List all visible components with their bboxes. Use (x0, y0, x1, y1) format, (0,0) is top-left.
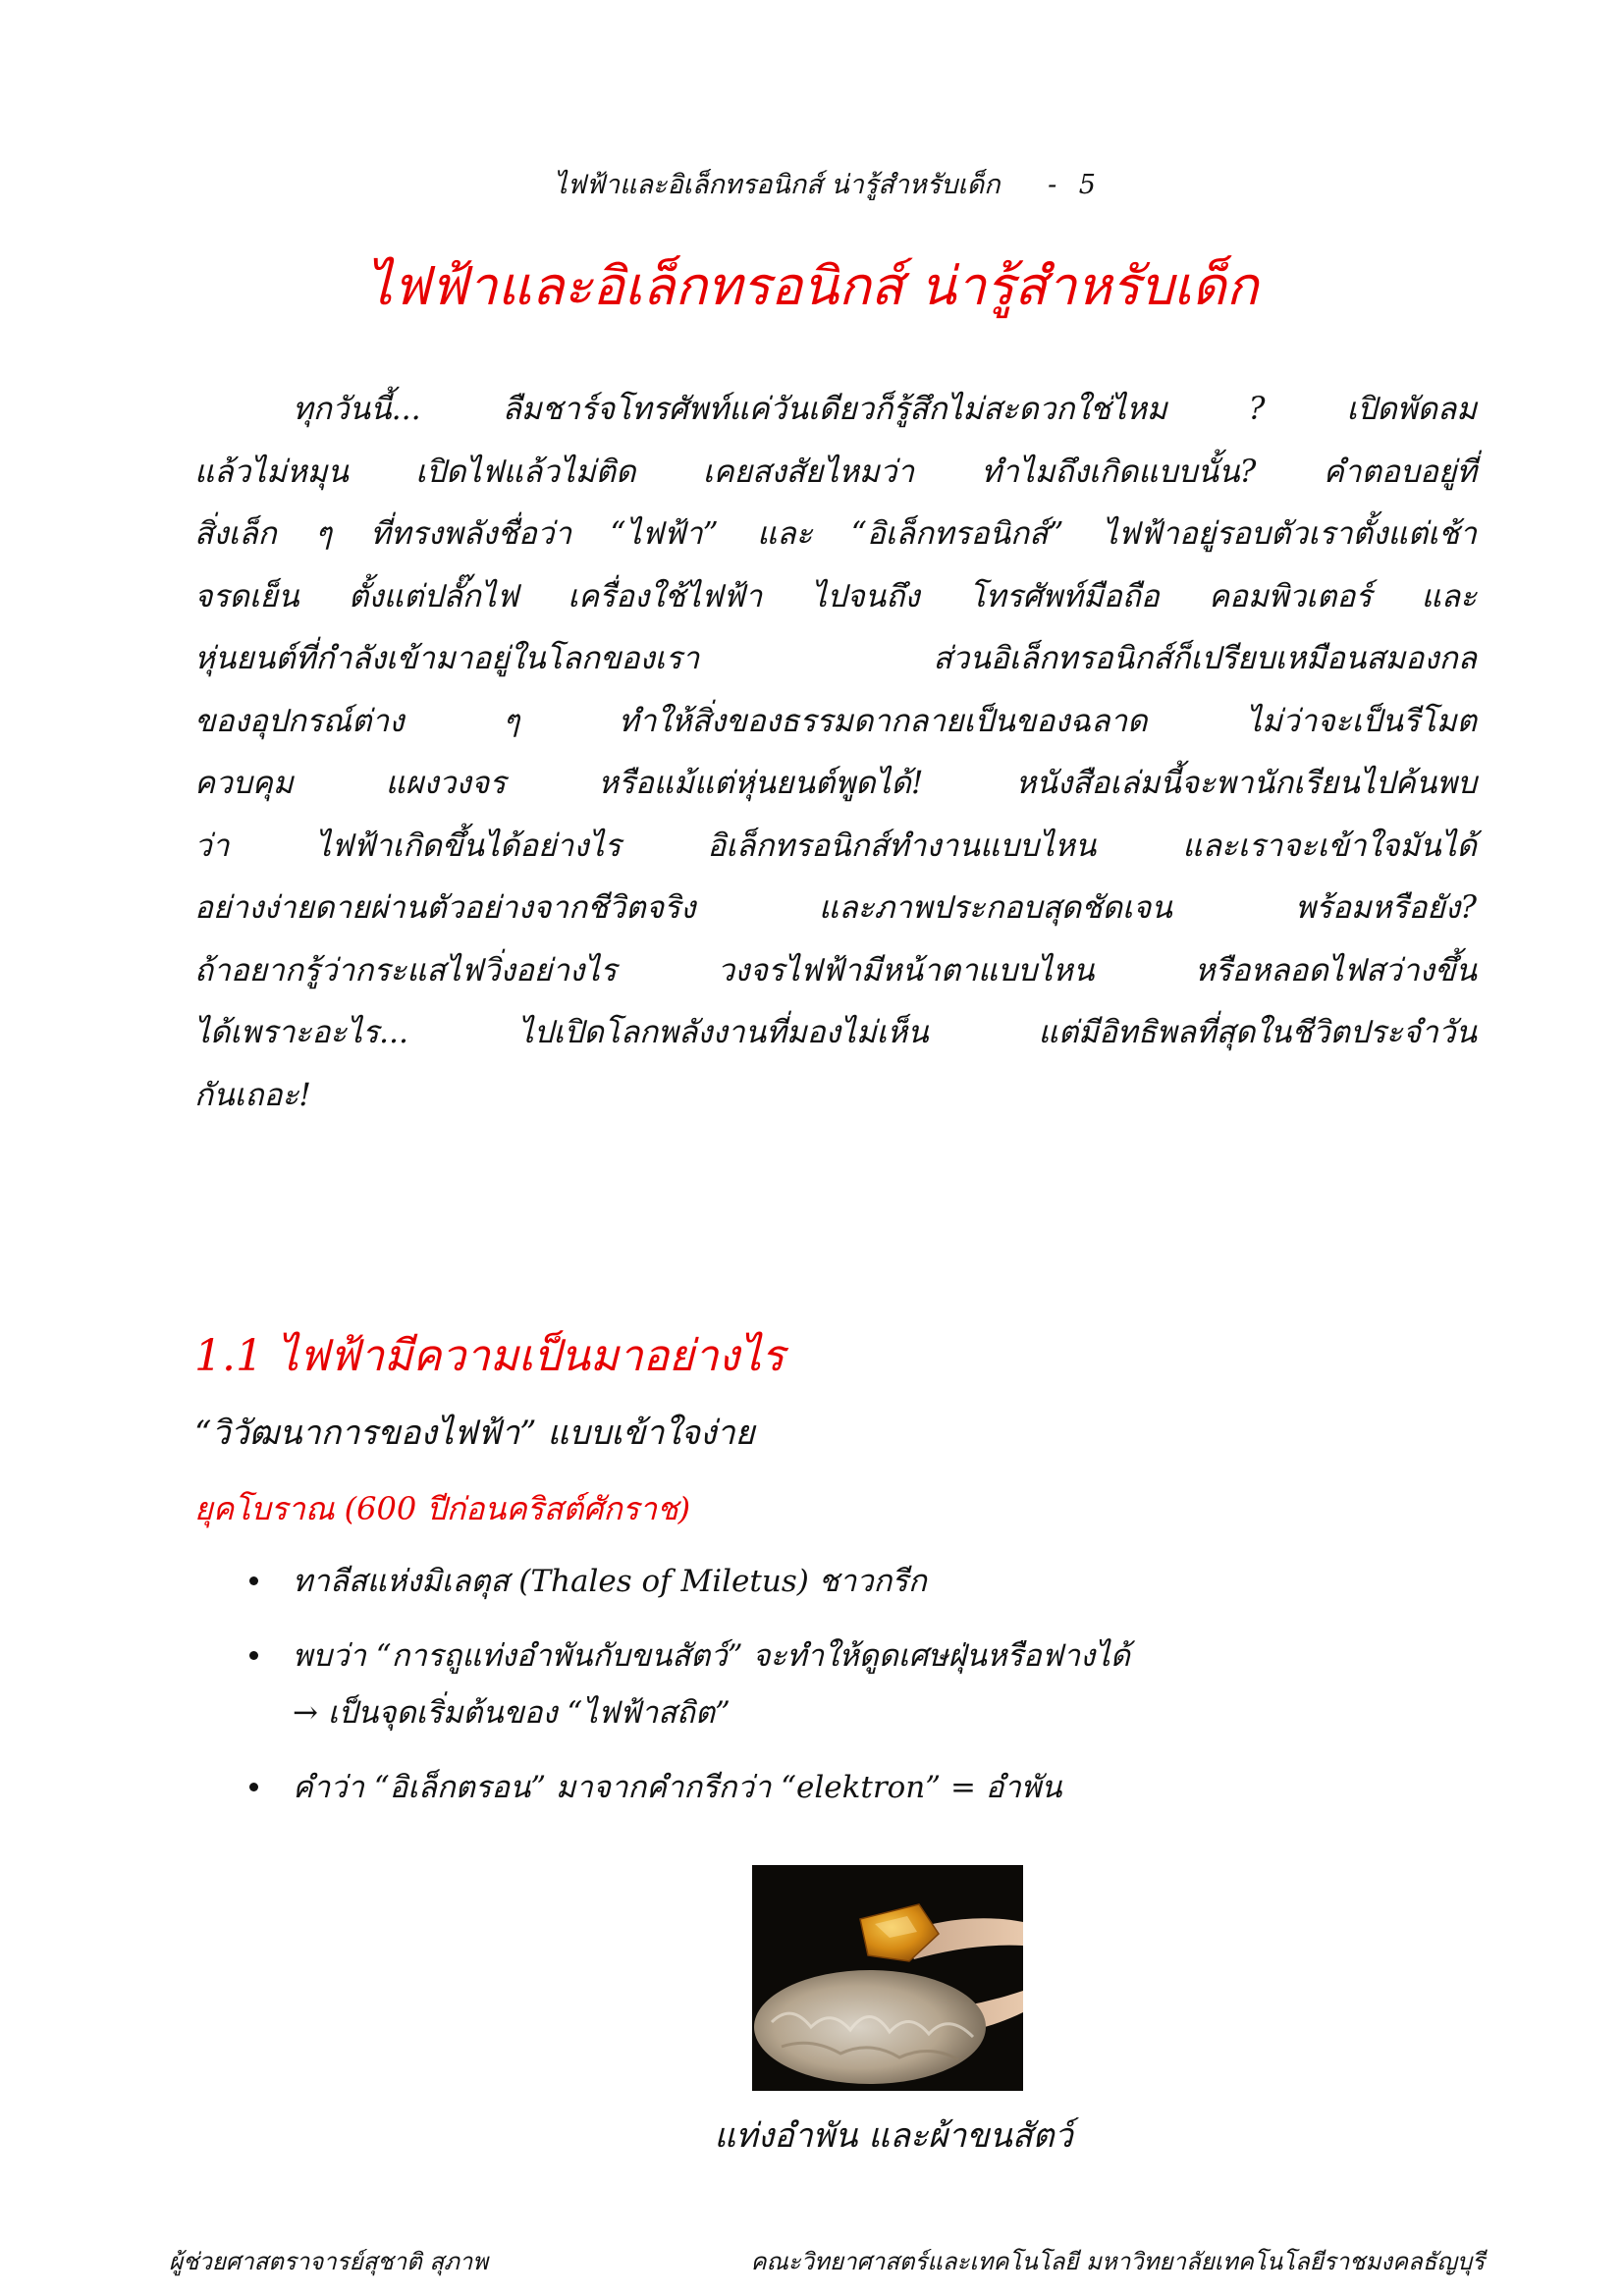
page-number: 5 (1078, 170, 1096, 200)
list-item-text: คำว่า “อิเล็กตรอน” มาจากคำกรีกว่า “elektron” = อำพัน (293, 1770, 1062, 1805)
intro-line: กันเถอะ! (194, 1077, 311, 1113)
intro-line: แล้วไม่หมุน เปิดไฟแล้วไม่ติด เคยสงสัยไหมว่า ทำไมถึงเกิดแบบนั้น? คำตอบอยู่ที่ (194, 454, 1477, 490)
list-item (245, 1759, 1424, 1816)
footer-affiliation: คณะวิทยาศาสตร์และเทคโนโลยี มหาวิทยาลัยเทคโนโลยีราชมงคลธัญบุรี (750, 2248, 1485, 2275)
era-heading: ยุคโบราณ (600 ปีก่อนคริสต์ศักราช) (194, 1490, 691, 1527)
intro-line: ทุกวันนี้... ลืมชาร์จโทรศัพท์แค่วันเดียวก็รู้สึกไม่สะดวกใช่ไหม ? เปิดพัดลม (293, 392, 1477, 427)
intro-line: ควบคุม แผงวงจร หรือแม้แต่หุ่นยนต์พูดได้! หนังสือเล่มนี้จะพานักเรียนไปค้นพบ (194, 766, 1477, 801)
list-item-text: ทาลีสแห่งมิเลตุส (Thales of Miletus) ชาวกรีก (293, 1564, 927, 1599)
bullet-icon (249, 1783, 258, 1791)
list-item-text: พบว่า “การถูแท่งอำพันกับขนสัตว์” จะทำให้ดูดเศษฝุ่นหรือฟางได้ (293, 1638, 1130, 1674)
intro-paragraph (194, 379, 1477, 1127)
list-item-continuation: → เป็นจุดเริ่มต้นของ “ไฟฟ้าสถิต” (293, 1695, 731, 1731)
bullet-icon (249, 1651, 258, 1660)
amber-and-fur-photo (752, 1865, 1023, 2091)
page-title: ไฟฟ้าและอิเล็กทรอนิกส์ น่ารู้สำหรับเด็ก (365, 255, 1259, 317)
section-subheading: “วิวัฒนาการของไฟฟ้า” แบบเข้าใจง่าย (194, 1414, 755, 1453)
amber-fur-illustration (752, 1865, 1023, 2091)
list-item (245, 1553, 1424, 1610)
list-item (245, 1628, 1424, 1741)
running-header (550, 163, 1100, 205)
intro-line: อย่างง่ายดายผ่านตัวอย่างจากชีวิตจริง และภาพประกอบสุดชัดเจน พร้อมหรือยัง? (194, 890, 1477, 926)
intro-line: สิ่งเล็ก ๆ ที่ทรงพลังชื่อว่า “ไฟฟ้า” และ “อิเล็กทรอนิกส์” ไฟฟ้าอยู่รอบตัวเราตั้งแต่เช้า (194, 516, 1477, 552)
intro-line: ว่า ไฟฟ้าเกิดขึ้นได้อย่างไร อิเล็กทรอนิกส์ทำงานแบบไหน และเราจะเข้าใจมันได้ (194, 828, 1477, 864)
bullet-list (245, 1553, 1424, 1816)
footer-author: ผู้ช่วยศาสตราจารย์สุชาติ สุภาพ (169, 2248, 489, 2275)
intro-line: หุ่นยนต์ที่กำลังเข้ามาอยู่ในโลกของเรา ส่วนอิเล็กทรอนิกส์ก็เปรียบเหมือนสมองกล (194, 641, 1477, 676)
section-heading: 1.1 ไฟฟ้ามีความเป็นมาอย่างไร (194, 1331, 785, 1381)
running-header-separator: - (1048, 170, 1057, 200)
figure-caption: แท่งอำพัน และผ้าขนสัตว์ (714, 2116, 1073, 2156)
bullet-icon (249, 1576, 258, 1585)
running-header-title: ไฟฟ้าและอิเล็กทรอนิกส์ น่ารู้สำหรับเด็ก (554, 170, 1001, 200)
intro-line: จรดเย็น ตั้งแต่ปลั๊กไฟ เครื่องใช้ไฟฟ้า ไปจนถึง โทรศัพท์มือถือ คอมพิวเตอร์ และ (194, 578, 1477, 614)
intro-line: ถ้าอยากรู้ว่ากระแสไฟวิ่งอย่างไร วงจรไฟฟ้ามีหน้าตาแบบไหน หรือหลอดไฟสว่างขึ้น (194, 952, 1477, 988)
intro-line: ได้เพราะอะไร... ไปเปิดโลกพลังงานที่มองไม่เห็น แต่มีอิทธิพลที่สุดในชีวิตประจำวัน (194, 1015, 1477, 1050)
intro-line: ของอุปกรณ์ต่าง ๆ ทำให้สิ่งของธรรมดากลายเป็นของฉลาด ไม่ว่าจะเป็นรีโมต (194, 703, 1477, 739)
